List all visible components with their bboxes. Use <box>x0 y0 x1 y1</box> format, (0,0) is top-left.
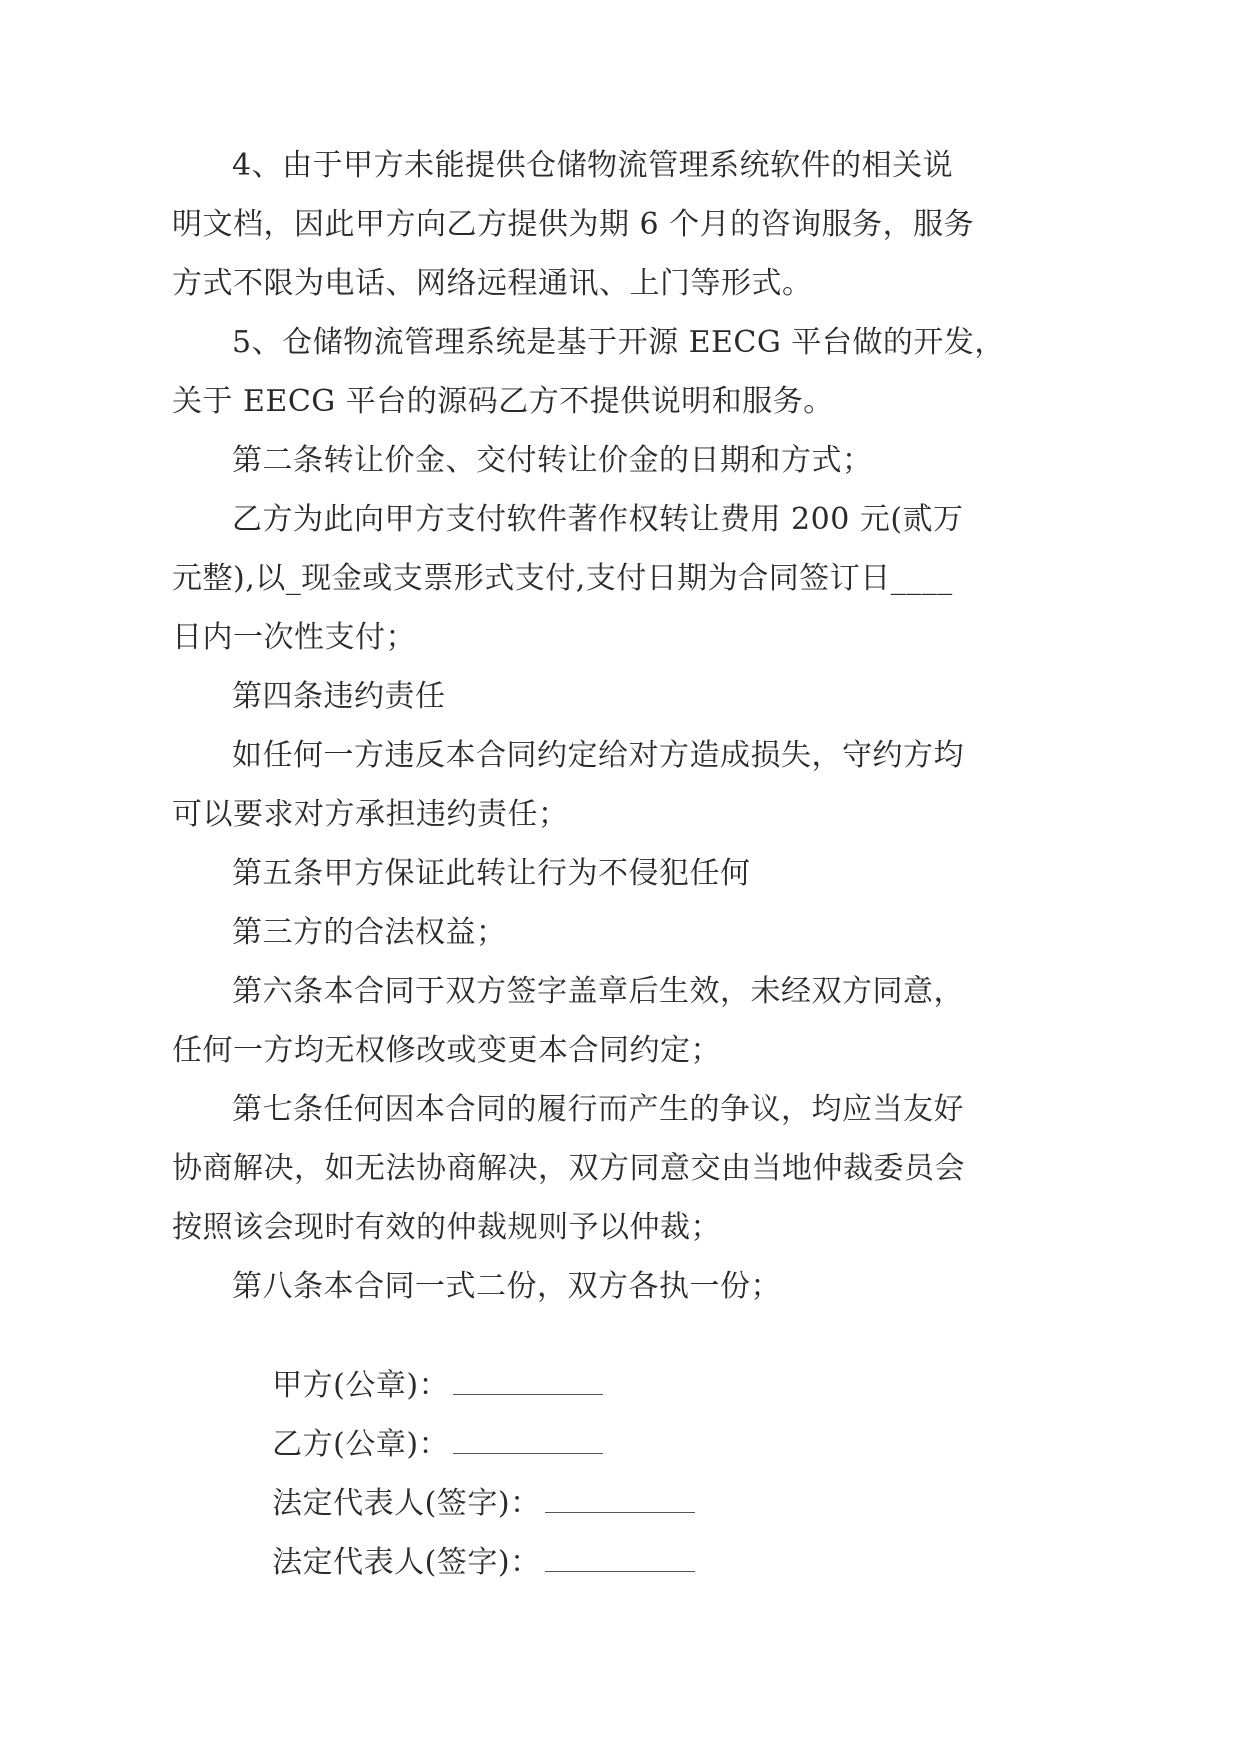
paragraph-line: 关于 EECG 平台的源码乙方不提供说明和服务。 <box>172 384 834 419</box>
section-heading: 第四条违约责任 <box>232 679 446 714</box>
paragraph-line: 如任何一方违反本合同约定给对方造成损失，守约方均 <box>232 738 964 773</box>
signature-party-a <box>232 1326 603 1403</box>
signature-rep-b <box>232 1503 695 1580</box>
signature-party-b <box>232 1385 603 1462</box>
section-heading: 第七条任何因本合同的履行而产生的争议，均应当友好 <box>232 1092 964 1127</box>
paragraph-line: 任何一方均无权修改或变更本合同约定； <box>172 1033 721 1068</box>
paragraph-line: 第三方的合法权益； <box>232 915 507 950</box>
signature-label: 乙方(公章)： <box>272 1427 450 1462</box>
section-heading: 第六条本合同于双方签字盖章后生效，未经双方同意， <box>232 974 964 1009</box>
signature-label: 法定代表人(签字)： <box>272 1486 541 1521</box>
paragraph-line: 协商解决，如无法协商解决，双方同意交由当地仲裁委员会 <box>172 1151 965 1186</box>
paragraph-line: 日内一次性支付； <box>172 620 416 655</box>
paragraph-line: 元整),以_现金或支票形式支付,支付日期为合同签订日____ <box>172 561 953 596</box>
section-heading: 第八条本合同一式二份，双方各执一份； <box>232 1269 781 1304</box>
paragraph-line: 方式不限为电话、网络远程通讯、上门等形式。 <box>172 266 813 301</box>
paragraph-line: 可以要求对方承担违约责任； <box>172 797 569 832</box>
signature-rep-a <box>232 1444 695 1521</box>
signature-label: 甲方(公章)： <box>272 1368 450 1403</box>
section-heading: 第二条转让价金、交付转让价金的日期和方式； <box>232 443 873 478</box>
paragraph-line: 按照该会现时有效的仲裁规则予以仲裁； <box>172 1210 721 1245</box>
signature-blank[interactable] <box>545 1545 695 1572</box>
paragraph-line: 4、由于甲方未能提供仓储物流管理系统软件的相关说 <box>232 148 954 183</box>
paragraph-line: 明文档，因此甲方向乙方提供为期 6 个月的咨询服务，服务 <box>172 207 975 242</box>
section-heading: 第五条甲方保证此转让行为不侵犯任何 <box>232 856 751 891</box>
signature-label: 法定代表人(签字)： <box>272 1545 541 1580</box>
paragraph-line: 5、仓储物流管理系统是基于开源 EECG 平台做的开发， <box>232 325 1005 360</box>
paragraph-line: 乙方为此向甲方支付软件著作权转让费用 200 元(贰万 <box>232 502 964 537</box>
